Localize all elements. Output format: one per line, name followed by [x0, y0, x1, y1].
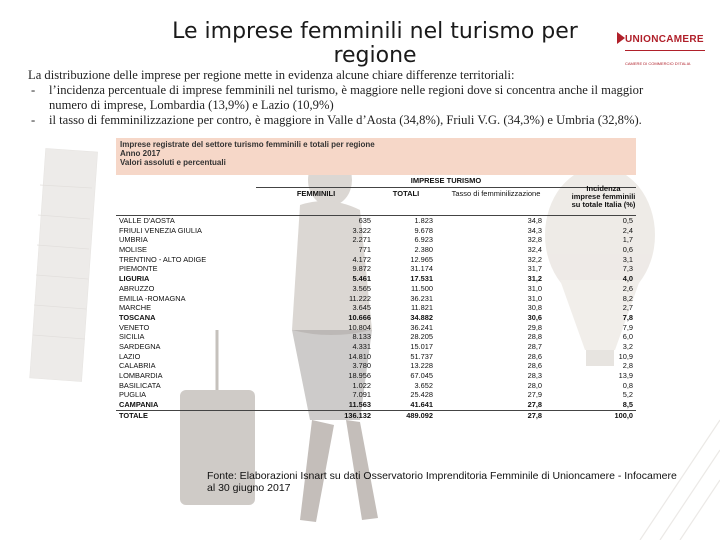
bullet-text: il tasso di femminilizzazione per contro, è maggiore in Valle d’Aosta (34,8%), Friuli V.G. (34,3%) e Umbria (32,8%). — [49, 113, 642, 127]
table-row — [116, 400, 636, 410]
cell-incidenza: 2,8 — [622, 361, 633, 371]
cell-incidenza: 6,0 — [622, 332, 633, 342]
cell-tasso: 28,0 — [527, 380, 542, 390]
table-row — [116, 381, 636, 391]
table-caption — [116, 138, 636, 175]
cell-totali: 9.678 — [414, 225, 433, 235]
cell-totali: 15.017 — [410, 341, 433, 351]
cell-totali: 34.882 — [410, 312, 433, 322]
table-row — [116, 313, 636, 323]
table-row — [116, 342, 636, 352]
cell-femminili: 10.666 — [348, 312, 371, 322]
cell-region: LAZIO — [119, 351, 141, 361]
table-row — [116, 255, 636, 265]
cell-totali: 25.428 — [410, 390, 433, 400]
cell-totali: 51.737 — [410, 351, 433, 361]
cell-femminili: 11.563 — [348, 400, 371, 410]
table-caption-line: Imprese registrate del settore turismo femminili e totali per regione — [120, 140, 375, 149]
source-line: Fonte: Elaborazioni Isnart su dati Osservatorio Imprenditoria Femminile di Unioncamere - Infocamere — [207, 470, 677, 482]
intro-text-block — [28, 68, 678, 128]
cell-tasso: 30,8 — [527, 303, 542, 313]
cell-totali: 36.231 — [410, 293, 433, 303]
cell-totali: 2.380 — [414, 245, 433, 255]
cell-femminili: 3.322 — [352, 225, 371, 235]
cell-tasso: 32,2 — [527, 254, 542, 264]
cell-incidenza: 13,9 — [618, 371, 633, 380]
cell-incidenza: 7,3 — [622, 264, 633, 274]
cell-region: VALLE D'AOSTA — [119, 216, 175, 225]
bullet-dash: - — [31, 113, 36, 127]
col-header-tasso: Tasso di femminilizzazione — [451, 189, 541, 198]
table-body — [116, 216, 636, 420]
cell-incidenza: 100,0 — [614, 410, 633, 420]
bullet-item — [28, 83, 678, 113]
cell-incidenza: 2,4 — [622, 225, 633, 235]
cell-tasso: 32,8 — [527, 235, 542, 245]
unioncamere-logo — [615, 28, 710, 68]
cell-region: LOMBARDIA — [119, 371, 163, 380]
table-column-headers — [256, 175, 636, 215]
bullet-text: l’incidenza percentuale di imprese femminili nel turismo, è maggiore nelle regioni dove si concentra anche il maggior numero di imprese, Lombardia (13,9%) e Lazio (10,9%) — [49, 83, 644, 112]
cell-region: MARCHE — [119, 303, 152, 313]
cell-incidenza: 2,7 — [622, 303, 633, 313]
cell-totali: 489.092 — [406, 410, 433, 420]
cell-incidenza: 8,2 — [622, 293, 633, 303]
cell-totali: 36.241 — [410, 322, 433, 332]
cell-region: MOLISE — [119, 245, 147, 255]
col-header-incidenza: Incidenza imprese femminili su totale Italia (%) — [571, 184, 636, 209]
cell-region: ABRUZZO — [119, 283, 155, 293]
cell-incidenza: 0,8 — [622, 380, 633, 390]
cell-femminili: 2.271 — [352, 235, 371, 245]
table-row — [116, 274, 636, 284]
cell-femminili: 18.956 — [348, 371, 371, 380]
cell-tasso: 27,8 — [527, 410, 542, 420]
cell-totali: 17.531 — [410, 274, 433, 284]
source-note — [207, 470, 720, 494]
table-row — [116, 226, 636, 236]
cell-femminili: 7.091 — [352, 390, 371, 400]
cell-incidenza: 7,9 — [622, 322, 633, 332]
cell-tasso: 31,7 — [527, 264, 542, 274]
cell-region: LIGURIA — [119, 274, 150, 284]
bullet-item — [28, 113, 678, 128]
table-row — [116, 410, 636, 421]
table-caption-line: Valori assoluti e percentuali — [120, 158, 226, 167]
cell-incidenza: 0,6 — [622, 245, 633, 255]
cell-totali: 13.228 — [410, 361, 433, 371]
cell-totali: 11.500 — [410, 283, 433, 293]
slide-title: Le imprese femminili nel turismo per regione — [172, 19, 578, 68]
cell-region: CALABRIA — [119, 361, 156, 371]
table-row — [116, 390, 636, 400]
cell-region: TRENTINO - ALTO ADIGE — [119, 254, 207, 264]
cell-incidenza: 4,0 — [622, 274, 633, 284]
cell-tasso: 30,6 — [527, 312, 542, 322]
table-row — [116, 235, 636, 245]
cell-femminili: 11.222 — [348, 293, 371, 303]
table-row — [116, 245, 636, 255]
cell-femminili: 5.461 — [352, 274, 371, 284]
cell-tasso: 28,7 — [527, 341, 542, 351]
logo-subtitle: CAMERE DI COMMERCIO D'ITALIA — [625, 61, 691, 66]
cell-femminili: 771 — [358, 245, 371, 255]
data-table — [116, 138, 636, 451]
cell-incidenza: 1,7 — [622, 235, 633, 245]
cell-region: BASILICATA — [119, 380, 161, 390]
cell-totali: 6.923 — [414, 235, 433, 245]
source-date: al 30 giugno 2017 — [207, 482, 291, 494]
table-row — [116, 216, 636, 226]
cell-femminili: 3.645 — [352, 303, 371, 313]
cell-femminili: 635 — [358, 216, 371, 225]
cell-totali: 28.205 — [410, 332, 433, 342]
cell-region: VENETO — [119, 322, 150, 332]
cell-region: TOSCANA — [119, 312, 156, 322]
logo-divider — [625, 50, 705, 51]
cell-tasso: 31,2 — [527, 274, 542, 284]
cell-region: SARDEGNA — [119, 341, 161, 351]
cell-femminili: 14.810 — [348, 351, 371, 361]
cell-tasso: 28,6 — [527, 351, 542, 361]
col-header-totali: TOTALI — [392, 189, 420, 198]
cell-femminili: 136.132 — [344, 410, 371, 420]
cell-incidenza: 2,6 — [622, 283, 633, 293]
cell-tasso: 31,0 — [527, 293, 542, 303]
cell-incidenza: 8,5 — [622, 400, 633, 410]
cell-totali: 67.045 — [410, 371, 433, 380]
cell-femminili: 3.565 — [352, 283, 371, 293]
cell-totali: 1.823 — [414, 216, 433, 225]
cell-incidenza: 10,9 — [618, 351, 633, 361]
table-row — [116, 332, 636, 342]
cell-tasso: 32,4 — [527, 245, 542, 255]
cell-region: EMILIA -ROMAGNA — [119, 293, 186, 303]
table-caption-line: Anno 2017 — [120, 149, 161, 158]
cell-region: FRIULI VENEZIA GIULIA — [119, 225, 202, 235]
cell-totali: 3.652 — [414, 380, 433, 390]
cell-femminili: 4.172 — [352, 254, 371, 264]
cell-incidenza: 0,5 — [622, 216, 633, 225]
cell-incidenza: 3,1 — [622, 254, 633, 264]
cell-tasso: 28,6 — [527, 361, 542, 371]
cell-femminili: 4.331 — [352, 341, 371, 351]
cell-femminili: 10.804 — [348, 322, 371, 332]
table-row — [116, 264, 636, 274]
cell-totali: 31.174 — [410, 264, 433, 274]
cell-region: SICILIA — [119, 332, 145, 342]
cell-incidenza: 3,2 — [622, 341, 633, 351]
table-row — [116, 352, 636, 362]
cell-femminili: 3.780 — [352, 361, 371, 371]
cell-femminili: 1.022 — [352, 380, 371, 390]
cell-region: PIEMONTE — [119, 264, 158, 274]
cell-tasso: 28,8 — [527, 332, 542, 342]
cell-incidenza: 5,2 — [622, 390, 633, 400]
intro-sentence: La distribuzione delle imprese per regione mette in evidenza alcune chiare differenze territoriali: — [28, 68, 515, 82]
cell-totali: 41.641 — [410, 400, 433, 410]
cell-tasso: 31,0 — [527, 283, 542, 293]
cell-tasso: 29,8 — [527, 322, 542, 332]
cell-femminili: 8.133 — [352, 332, 371, 342]
bullet-dash: - — [31, 83, 36, 97]
cell-incidenza: 7,8 — [622, 312, 633, 322]
cell-totali: 12.965 — [410, 254, 433, 264]
table-row — [116, 371, 636, 381]
table-row — [116, 303, 636, 313]
cell-tasso: 34,3 — [527, 225, 542, 235]
group-header: IMPRESE TURISMO — [256, 175, 636, 188]
table-row — [116, 323, 636, 333]
logo-name: UNIONCAMERE — [625, 34, 704, 45]
cell-region: TOTALE — [119, 410, 148, 420]
cell-tasso: 27,8 — [527, 400, 542, 410]
col-header-femminili: FEMMINILI — [296, 189, 336, 198]
cell-tasso: 28,3 — [527, 371, 542, 380]
table-row — [116, 361, 636, 371]
cell-tasso: 27,9 — [527, 390, 542, 400]
table-row — [116, 284, 636, 294]
table-row — [116, 294, 636, 304]
cell-region: UMBRIA — [119, 235, 148, 245]
cell-femminili: 9.872 — [352, 264, 371, 274]
cell-tasso: 34,8 — [527, 216, 542, 225]
cell-region: CAMPANIA — [119, 400, 159, 410]
cell-region: PUGLIA — [119, 390, 147, 400]
cell-totali: 11.821 — [410, 303, 433, 313]
